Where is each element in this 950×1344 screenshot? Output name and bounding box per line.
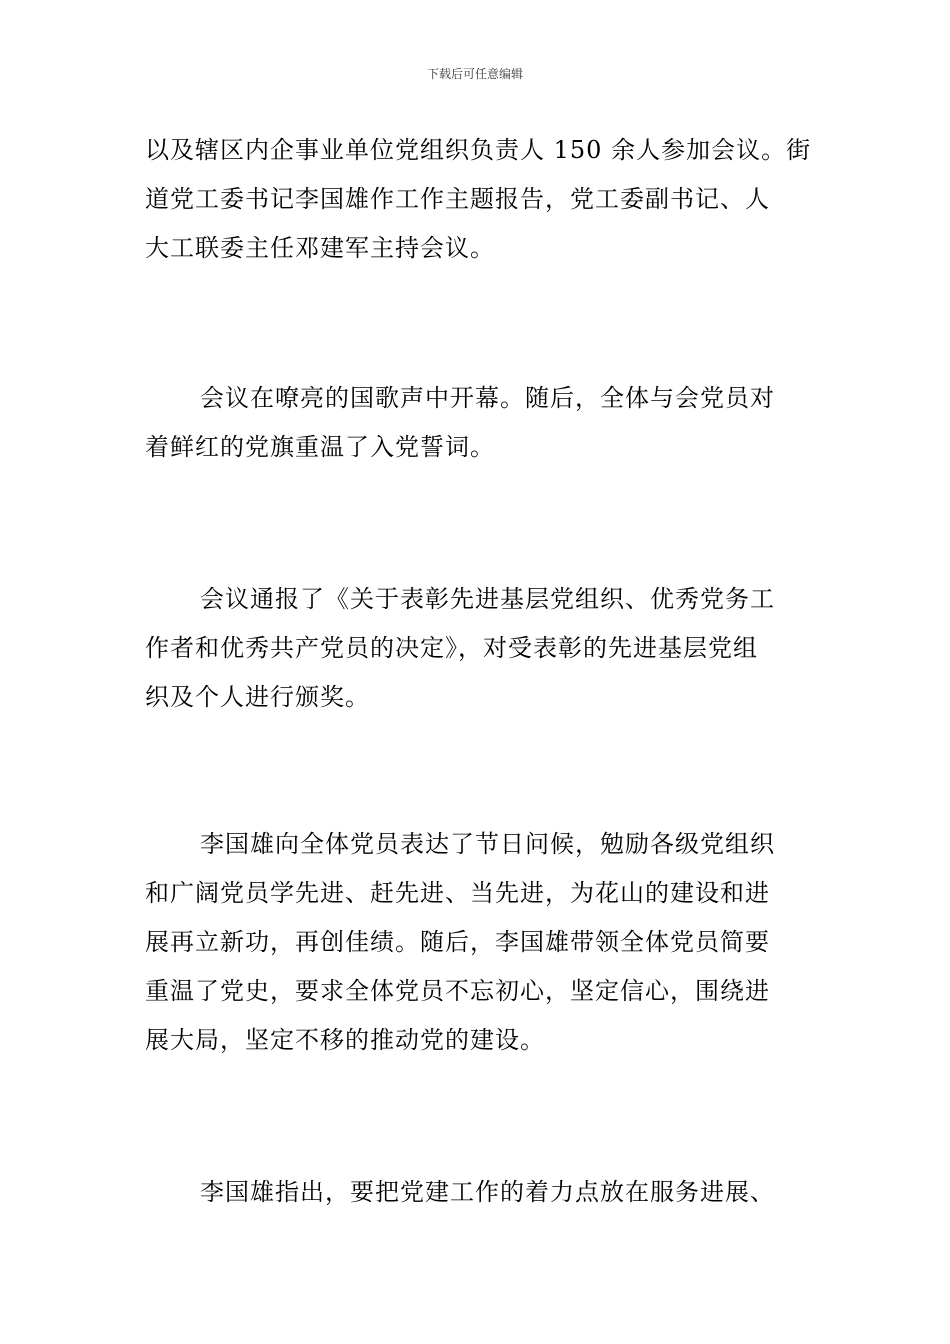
paragraph-1 xyxy=(145,126,810,273)
paragraph-line: 以及辖区内企事业单位党组织负责人 150 余人参加会议。街 xyxy=(145,136,812,164)
paragraph-line: 展大局，坚定不移的推动党的建设。 xyxy=(145,1026,545,1054)
paragraph-line: 重温了党史，要求全体党员不忘初心，坚定信心，围绕进 xyxy=(145,977,770,1005)
paragraph-3 xyxy=(145,575,810,722)
paragraph-line: 李国雄向全体党员表达了节日问候，勉励各级党组织 xyxy=(200,830,775,858)
paragraph-5 xyxy=(145,1168,810,1217)
paragraph-line: 会议在嘹亮的国歌声中开幕。随后，全体与会党员对 xyxy=(200,384,775,412)
paragraph-line: 道党工委书记李国雄作工作主题报告，党工委副书记、人 xyxy=(145,185,770,213)
paragraph-line: 会议通报了《关于表彰先进基层党组织、优秀党务工 xyxy=(200,585,775,613)
paragraph-line: 李国雄指出，要把党建工作的着力点放在服务进展、 xyxy=(200,1178,775,1206)
paragraph-line: 织及个人进行颁奖。 xyxy=(145,683,370,711)
page-header: 下载后可任意编辑 xyxy=(426,67,523,81)
paragraph-line: 展再立新功，再创佳绩。随后，李国雄带领全体党员简要 xyxy=(145,928,770,956)
paragraph-line: 大工联委主任邓建军主持会议。 xyxy=(145,234,495,262)
paragraph-line: 作者和优秀共产党员的决定》，对受表彰的先进基层党组 xyxy=(145,634,758,662)
paragraph-line: 着鲜红的党旗重温了入党誓词。 xyxy=(145,433,495,461)
paragraph-2 xyxy=(145,374,810,472)
paragraph-line: 和广阔党员学先进、赶先进、当先进，为花山的建设和进 xyxy=(145,879,770,907)
paragraph-4 xyxy=(145,820,810,1065)
